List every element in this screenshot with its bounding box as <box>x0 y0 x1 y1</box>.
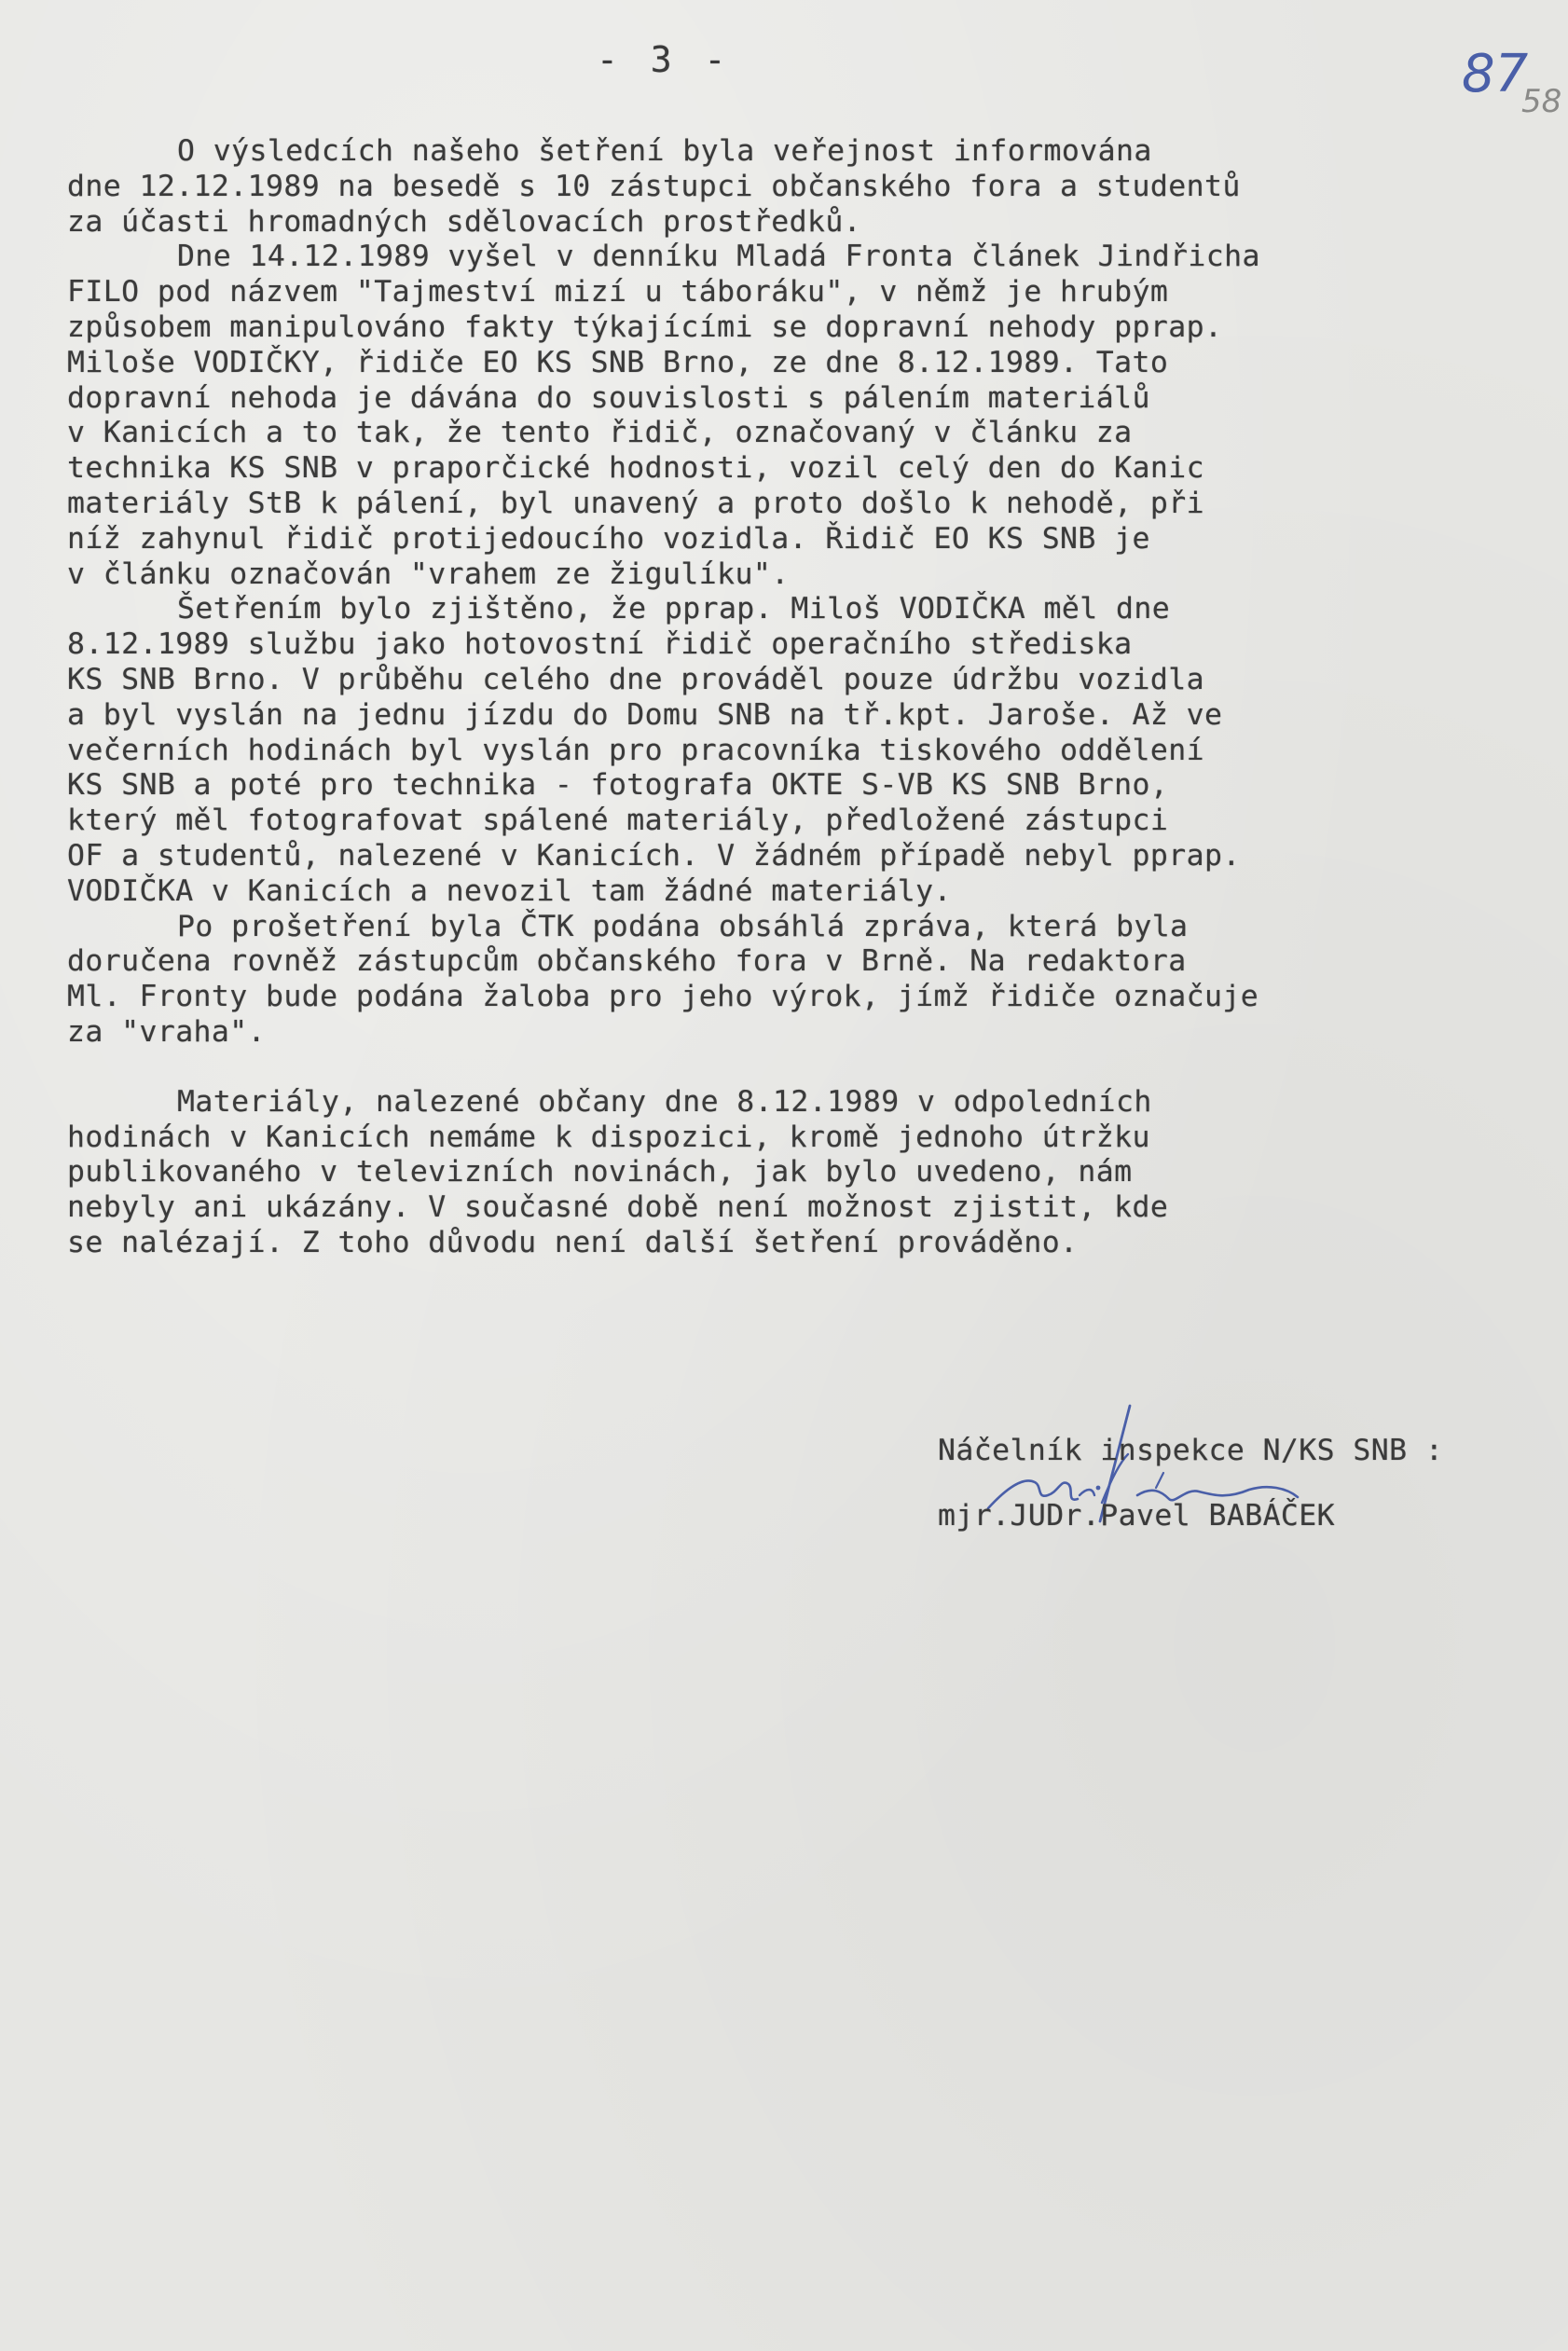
text-line: dopravní nehoda je dávána do souvislosti s pálením materiálů <box>67 380 1150 415</box>
letter-body <box>67 134 1521 1261</box>
text-line: v článku označován "vrahem ze žigulíku". <box>67 557 790 591</box>
signatory-title: Náčelník inspekce N/KS SNB : <box>938 1434 1444 1467</box>
text-line: dne 12.12.1989 na besedě s 10 zástupci občanského fora a studentů <box>67 169 1241 203</box>
text-line: Materiály, nalezené občany dne 8.12.1989 v odpoledních <box>177 1084 1152 1119</box>
text-line: O výsledcích našeho šetření byla veřejnost informována <box>177 134 1152 168</box>
text-line: Po prošetření byla ČTK podána obsáhlá zpráva, která byla <box>177 909 1189 943</box>
text-line: nebyly ani ukázány. V současné době není možnost zjistit, kde <box>67 1190 1169 1225</box>
text-line: který měl fotografovat spálené materiály, předložené zástupci <box>67 804 1169 838</box>
text-line: technika KS SNB v praporčické hodnosti, vozil celý den do Kanic <box>67 451 1204 486</box>
text-line: v Kanicích a to tak, že tento řidič, označovaný v článku za <box>67 416 1133 450</box>
text-line: FILO pod názvem "Tajmeství mizí u táboráku", v němž je hrubým <box>67 275 1169 309</box>
text-line: doručena rovněž zástupcům občanského fora v Brně. Na redaktora <box>67 944 1187 979</box>
text-line: způsobem manipulováno fakty týkajícími se dopravní nehody pprap. <box>67 309 1223 344</box>
text-line: za "vraha". <box>67 1014 267 1049</box>
text-line: 8.12.1989 službu jako hotovostní řidič operačního střediska <box>67 627 1133 662</box>
text-line: materiály StB k pálení, byl unavený a proto došlo k nehodě, při <box>67 486 1204 520</box>
archive-mark-number: 87 <box>1462 44 1529 104</box>
archive-mark-secondary: 58 <box>1521 83 1562 120</box>
text-line: VODIČKA v Kanicích a nevozil tam žádné materiály. <box>67 873 952 908</box>
text-line: Ml. Fronty bude podána žaloba pro jeho výrok, jímž řidiče označuje <box>67 980 1259 1014</box>
paragraph-gap <box>67 1051 1521 1085</box>
text-line: KS SNB a poté pro technika - fotografa OKTE S-VB KS SNB Brno, <box>67 768 1169 803</box>
text-line: hodinách v Kanicích nemáme k dispozici, kromě jednoho útržku <box>67 1120 1150 1154</box>
text-line: a byl vyslán na jednu jízdu do Domu SNB na tř.kpt. Jaroše. Až ve <box>67 697 1223 732</box>
text-line: večerních hodinách byl vyslán pro pracovníka tiskového oddělení <box>67 733 1204 767</box>
page-number: - 3 - <box>597 39 732 80</box>
text-line: Miloše VODIČKY, řidiče EO KS SNB Brno, ze dne 8.12.1989. Tato <box>67 345 1169 379</box>
signatory-name: mjr.JUDr.Pavel BABÁČEK <box>938 1499 1336 1533</box>
text-line: OF a studentů, nalezené v Kanicích. V žádném případě nebyl pprap. <box>67 838 1241 873</box>
archive-page-mark <box>1456 28 1568 131</box>
text-line: Šetřením bylo zjištěno, že pprap. Miloš VODIČKA měl dne <box>177 592 1171 626</box>
text-line: publikovaného v televizních novinách, jak bylo uvedeno, nám <box>67 1155 1133 1189</box>
text-line: Dne 14.12.1989 vyšel v denníku Mladá Fronta článek Jindřicha <box>177 240 1260 274</box>
text-line: níž zahynul řidič protijedoucího vozidla. Řidič EO KS SNB je <box>67 521 1150 556</box>
text-line: se nalézají. Z toho důvodu není další šetření prováděno. <box>67 1225 1079 1259</box>
text-line: za účasti hromadných sdělovacích prostředků. <box>67 204 862 239</box>
text-line: KS SNB Brno. V průběhu celého dne prováděl pouze údržbu vozidla <box>67 662 1204 696</box>
